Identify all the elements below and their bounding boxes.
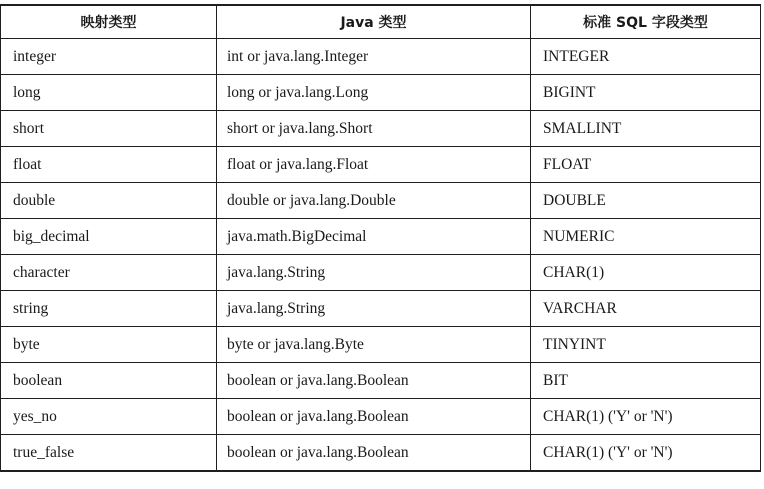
cell-java-type: byte or java.lang.Byte [217, 327, 531, 363]
table-row [1, 147, 761, 183]
cell-java-type: short or java.lang.Short [217, 111, 531, 147]
cell-sql-type: CHAR(1) ('Y' or 'N') [531, 399, 761, 435]
cell-java-type: java.lang.String [217, 291, 531, 327]
cell-sql-type: INTEGER [531, 39, 761, 75]
type-mapping-table-container [0, 4, 760, 472]
cell-mapping-type: byte [1, 327, 217, 363]
cell-java-type: java.lang.String [217, 255, 531, 291]
cell-java-type: boolean or java.lang.Boolean [217, 363, 531, 399]
cell-sql-type: DOUBLE [531, 183, 761, 219]
table-row [1, 327, 761, 363]
cell-sql-type: NUMERIC [531, 219, 761, 255]
cell-sql-type: CHAR(1) [531, 255, 761, 291]
cell-mapping-type: boolean [1, 363, 217, 399]
table-row [1, 183, 761, 219]
cell-mapping-type: integer [1, 39, 217, 75]
cell-mapping-type: big_decimal [1, 219, 217, 255]
cell-mapping-type: double [1, 183, 217, 219]
cell-mapping-type: true_false [1, 435, 217, 472]
table-row [1, 219, 761, 255]
cell-sql-type: TINYINT [531, 327, 761, 363]
cell-mapping-type: character [1, 255, 217, 291]
cell-mapping-type: yes_no [1, 399, 217, 435]
table-row [1, 399, 761, 435]
table-row [1, 363, 761, 399]
table-row [1, 39, 761, 75]
cell-java-type: boolean or java.lang.Boolean [217, 399, 531, 435]
cell-java-type: double or java.lang.Double [217, 183, 531, 219]
table-row [1, 75, 761, 111]
header-java-type: Java 类型 [217, 5, 531, 39]
cell-mapping-type: string [1, 291, 217, 327]
cell-java-type: float or java.lang.Float [217, 147, 531, 183]
table-row [1, 435, 761, 472]
cell-java-type: boolean or java.lang.Boolean [217, 435, 531, 472]
cell-java-type: java.math.BigDecimal [217, 219, 531, 255]
header-mapping-type: 映射类型 [1, 5, 217, 39]
cell-sql-type: CHAR(1) ('Y' or 'N') [531, 435, 761, 472]
type-mapping-table [0, 4, 761, 472]
cell-mapping-type: short [1, 111, 217, 147]
table-body [1, 39, 761, 472]
cell-sql-type: SMALLINT [531, 111, 761, 147]
header-row [1, 5, 761, 39]
cell-mapping-type: float [1, 147, 217, 183]
table-row [1, 255, 761, 291]
cell-sql-type: VARCHAR [531, 291, 761, 327]
table-row [1, 111, 761, 147]
cell-sql-type: BIGINT [531, 75, 761, 111]
cell-mapping-type: long [1, 75, 217, 111]
cell-sql-type: BIT [531, 363, 761, 399]
cell-sql-type: FLOAT [531, 147, 761, 183]
table-row [1, 291, 761, 327]
header-sql-type: 标准 SQL 字段类型 [531, 5, 761, 39]
cell-java-type: long or java.lang.Long [217, 75, 531, 111]
cell-java-type: int or java.lang.Integer [217, 39, 531, 75]
table-header [1, 5, 761, 39]
